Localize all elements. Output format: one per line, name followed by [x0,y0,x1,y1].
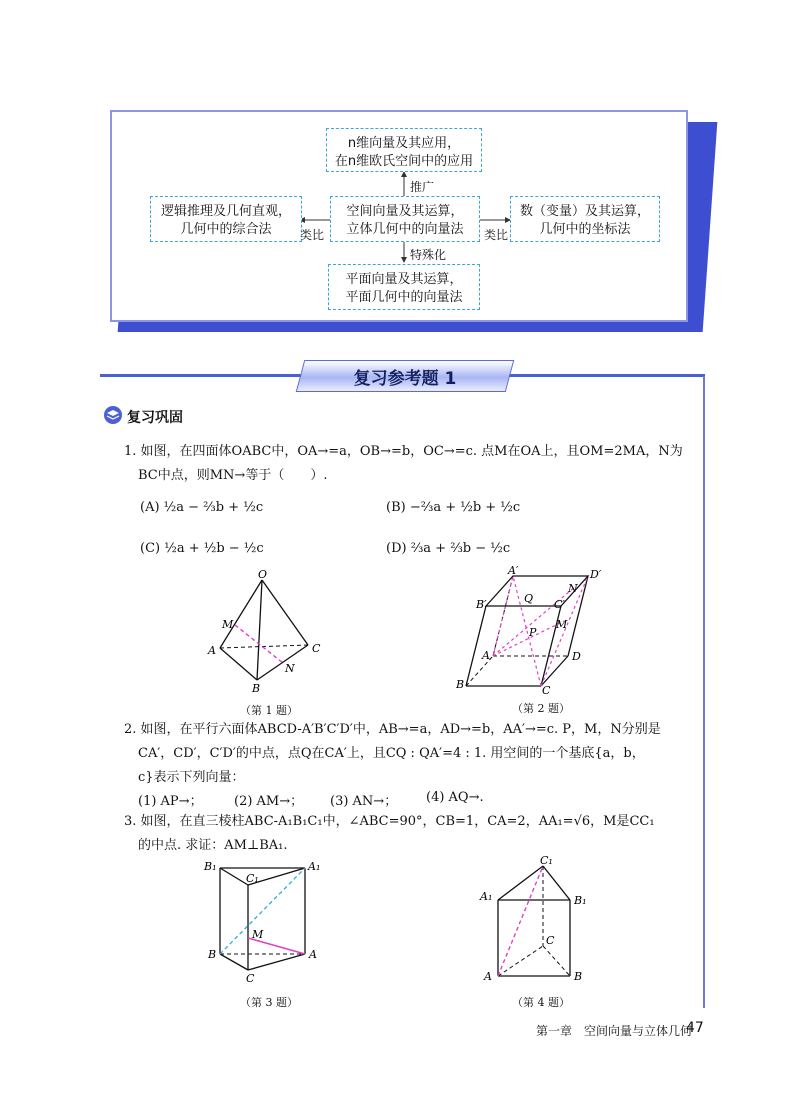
figure-1-tetrahedron [205,568,335,698]
q1-line2: BC中点，则MN→等于（ ）. [138,468,328,483]
fig2-label-a: A [482,649,490,662]
question-1 [124,440,699,488]
q2-line1: 2. 如图，在平行六面体ABCD-A′B′C′D′中，AB→=a，AD→=b，AA′→=c. P，M，N分别是 [124,722,661,737]
fig2-label-b: B [456,678,465,691]
map-box-left-line2: 几何中的综合法 [180,222,272,237]
fig3-label-a1: A₁ [308,860,321,873]
figure-4-prism [478,856,598,986]
map-box-top-line2: 在n维欧氏空间中的应用 [334,154,474,169]
fig3-label-c: C [246,972,255,985]
map-box-right-line1: 数（变量）及其运算， [519,204,650,219]
fig4-label-a: A [484,970,492,983]
question-2 [124,718,699,790]
map-box-bottom-line1: 平面向量及其运算， [345,272,463,287]
fig4-label-b1: B₁ [574,894,587,907]
map-box-top [326,128,482,172]
fig4-label-c: C [546,934,555,947]
fig4-label-a1: A₁ [480,890,493,903]
fig3-label-m: M [252,928,264,941]
fig1-label-n: N [285,662,295,675]
figure-2-caption: （第 2 题） [512,702,570,715]
question-3 [124,810,699,858]
fig1-label-o: O [258,568,268,581]
page-title: 复习参考题 1 [353,369,457,389]
map-box-center-line1: 空间向量及其运算， [346,204,464,219]
footer-chapter: 第一章 空间向量与立体几何 [536,1024,693,1038]
fig2-label-p: P [529,626,537,639]
q1-option-d: (D) ⅔a + ⅔b − ½c [386,541,511,556]
fig2-label-c1: C′ [554,598,565,611]
figure-4-caption: （第 4 题） [512,996,570,1009]
q1-option-a: (A) ½a − ⅔b + ½c [140,500,264,515]
map-label-analogy-right: 类比 [484,228,509,242]
fig1-label-c: C [312,642,321,655]
q1-option-b: (B) −⅔a + ½b + ½c [386,500,521,515]
q3-line1: 3. 如图，在直三棱柱ABC-A₁B₁C₁中，∠ABC=90°，CB=1，CA=2，AA₁=√6，M是CC₁ [124,814,655,829]
map-box-center-line2: 立体几何中的向量法 [346,222,464,237]
right-rule [703,376,705,1008]
map-box-bottom [328,264,480,310]
fig1-label-m: M [222,618,234,631]
fig2-label-a1: A′ [508,566,519,577]
q3-line2: 的中点. 求证：AM⊥BA₁. [138,838,288,853]
fig3-label-c1: C₁ [246,872,259,885]
fig2-label-n: N [568,582,578,595]
page-number: 47 [686,1020,704,1036]
map-box-right [510,196,660,242]
q2-part-2: (2) AM→； [234,794,304,809]
section-title: 复习巩固 [127,410,183,426]
figure-2-parallelepiped [456,566,616,696]
map-box-bottom-line2: 平面几何中的向量法 [345,290,463,305]
figure-1-caption: （第 1 题） [240,704,298,717]
q1-line1: 1. 如图，在四面体OABC中，OA→=a，OB→=b，OC→=c. 点M在OA上，且OM=2MA，N为 [124,444,683,459]
map-box-center [330,196,480,242]
q2-line2: CA′，CD′，C′D′的中点，点Q在CA′上，且CQ : QA′=4 : 1. 用空间的一个基底{a，b， [138,746,645,761]
fig2-label-m: M [556,618,568,631]
fig4-label-c1: C₁ [540,856,553,867]
fig3-label-a: A [309,948,317,961]
q2-part-4: (4) AQ→. [426,790,484,805]
fig3-label-b: B [208,948,217,961]
map-label-specialize: 特殊化 [410,248,447,262]
q2-part-3: (3) AN→； [330,794,398,809]
fig2-label-q: Q [524,592,534,605]
fig3-label-b1: B₁ [204,860,217,873]
fig2-label-c: C [542,684,551,696]
figure-3-caption: （第 3 题） [240,996,298,1009]
fig2-label-d: D [572,650,581,663]
figure-3-prism [200,858,330,988]
fig2-label-d1: D′ [590,568,602,581]
fig2-label-b1: B′ [476,598,487,611]
map-box-top-line1: n维向量及其应用， [347,136,461,151]
q2-line3: c}表示下列向量： [138,770,245,785]
map-box-left-line1: 逻辑推理及几何直观， [160,204,291,219]
map-box-right-line2: 几何中的坐标法 [539,222,631,237]
map-box-left [150,196,302,242]
fig4-label-b: B [574,970,583,983]
map-label-generalize: 推广 [410,180,435,194]
fig1-label-a: A [208,644,216,657]
q1-option-c: (C) ½a + ½b − ½c [140,541,264,556]
q2-part-1: (1) AP→； [138,794,203,809]
layers-icon [102,405,124,425]
fig1-label-b: B [252,682,261,695]
map-label-analogy-left: 类比 [300,228,325,242]
